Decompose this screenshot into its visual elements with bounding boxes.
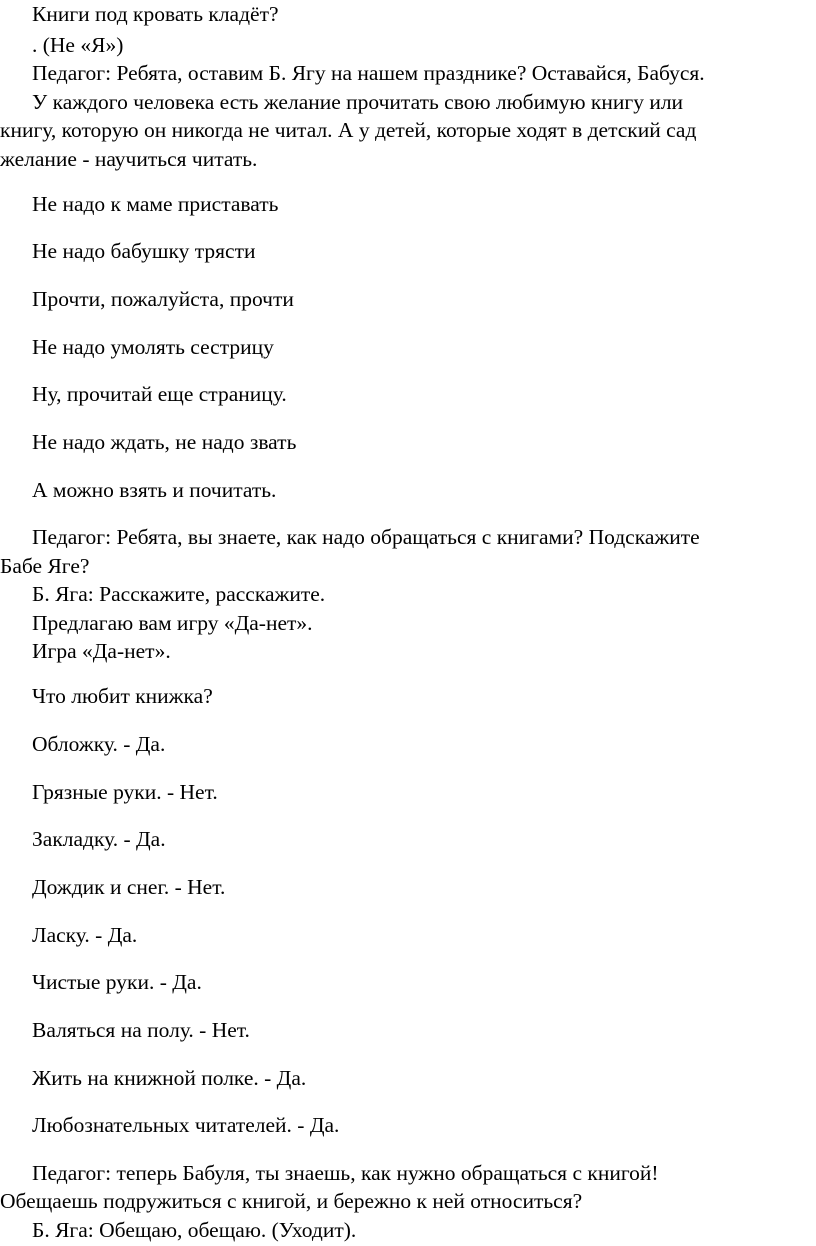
- game-line-9: Жить на книжной полке. - Да.: [32, 1066, 307, 1090]
- game-line-10: Любознательных читателей. - Да.: [32, 1113, 340, 1137]
- text-line-2: . (Не «Я»): [32, 33, 124, 57]
- game-line-8: Валяться на полу. - Нет.: [32, 1018, 250, 1042]
- game-line-2: Обложку. - Да.: [32, 732, 166, 756]
- text-line-11: Игра «Да-нет».: [32, 639, 171, 663]
- poem-line-3: Прочти, пожалуйста, прочти: [32, 287, 294, 311]
- game-line-7: Чистые руки. - Да.: [32, 970, 202, 994]
- poem-line-6: Не надо ждать, не надо звать: [32, 430, 297, 454]
- poem-line-2: Не надо бабушку трясти: [32, 239, 256, 263]
- game-line-6: Ласку. - Да.: [32, 923, 138, 947]
- text-line-4: У каждого человека есть желание прочитать свою любимую книгу или: [32, 90, 684, 114]
- text-line-6: желание - научиться читать.: [0, 147, 258, 171]
- text-line-12: Педагог: теперь Бабуля, ты знаешь, как нужно обращаться с книгой!: [32, 1161, 659, 1185]
- text-line-10: Предлагаю вам игру «Да-нет».: [32, 611, 313, 635]
- text-line-7: Педагог: Ребята, вы знаете, как надо обращаться с книгами? Подскажите: [32, 525, 700, 549]
- poem-line-5: Ну, прочитай еще страницу.: [32, 382, 287, 406]
- poem-line-1: Не надо к маме приставать: [32, 192, 279, 216]
- poem-line-4: Не надо умолять сестрицу: [32, 335, 274, 359]
- text-line-3: Педагог: Ребята, оставим Б. Ягу на нашем празднике? Оставайся, Бабуся.: [32, 61, 705, 85]
- poem-line-7: А можно взять и почитать.: [32, 478, 277, 502]
- text-line-13: Обещаешь подружиться с книгой, и бережно к ней относиться?: [0, 1189, 583, 1213]
- text-line-8: Бабе Яге?: [0, 554, 90, 578]
- text-line-1: Книги под кровать кладёт?: [32, 2, 279, 26]
- game-line-1: Что любит книжка?: [32, 684, 213, 708]
- game-line-5: Дождик и снег. - Нет.: [32, 875, 226, 899]
- text-line-5: книгу, которую он никогда не читал. А у детей, которые ходят в детский сад: [0, 118, 697, 142]
- text-line-9: Б. Яга: Расскажите, расскажите.: [32, 582, 326, 606]
- text-line-14: Б. Яга: Обещаю, обещаю. (Уходит).: [32, 1218, 357, 1242]
- game-line-3: Грязные руки. - Нет.: [32, 780, 218, 804]
- game-line-4: Закладку. - Да.: [32, 827, 166, 851]
